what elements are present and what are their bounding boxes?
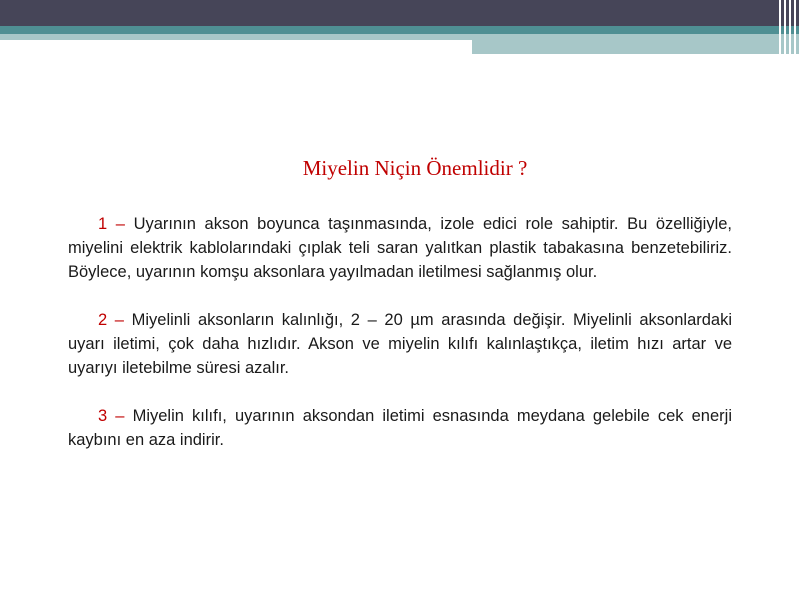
paragraph-2 (68, 308, 732, 380)
header-dark-bar (0, 0, 776, 26)
paragraph-text: Miyelinli aksonların kalınlığı, 2 – 20 µm arasında değişir. Miyelinli aksonlardaki uyarı iletimi, çok daha hızlıdır. Akson ve miyelin kılıfı kalınlaştıkça, iletim hızı artar ve uyarıyı iletebilme süresi azalır. (68, 311, 733, 377)
slide-body (68, 212, 732, 476)
header-teal-bar (0, 26, 776, 34)
slide-title: Miyelin Niçin Önemlidir ? (302, 156, 528, 180)
paragraph-3 (68, 404, 732, 452)
paragraph-1 (68, 212, 732, 284)
header-light-bar-right (472, 34, 776, 54)
paragraph-number: 1 – (98, 215, 125, 233)
paragraph-number: 3 – (98, 407, 125, 425)
paragraph-text: Miyelin kılıfı, uyarının aksondan iletimi esnasında meydana gelebile cek enerji kaybını en aza indirir. (68, 407, 732, 449)
header-light-bar-left (0, 34, 472, 40)
paragraph-text: Uyarının akson boyunca taşınmasında, izole edici role sahiptir. Bu özelliğiyle, miyelini elektrik kablolarındaki çıplak teli saran yalıtkan plastik tabakasına benzetebiliriz. Böylece, uyarının komşu aksonlara yayılmadan iletilmesi sağlanmış olur. (68, 215, 732, 281)
header-edge-light-stripes (776, 34, 800, 54)
header-edge-teal-stripes (776, 26, 800, 34)
paragraph-number: 2 – (98, 311, 124, 329)
